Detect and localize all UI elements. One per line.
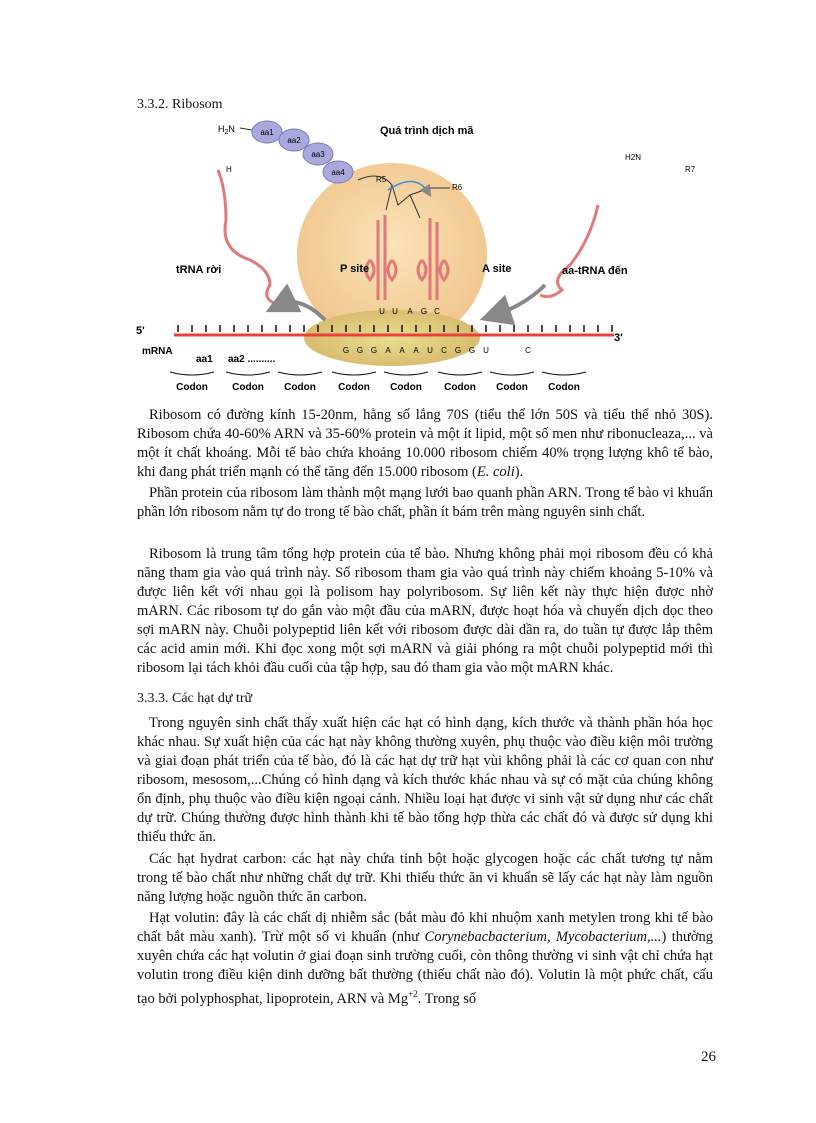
three-prime-label: 3'	[614, 332, 623, 344]
leaving-trna-hydroxyl: H	[226, 165, 232, 174]
svg-text:A: A	[413, 346, 419, 355]
paragraph-ribosome-protein: Phần protein của ribosom làm thành một mạng lưới bao quanh phần ARN. Trong tế bào vi khuẩn phần lớn ribosom nằm tự do trong tế bào chất, phần ít bám trên màng nguyên sinh chất.	[137, 485, 713, 520]
svg-text:G: G	[356, 346, 364, 355]
svg-text:C: C	[525, 346, 531, 355]
aa1-label: aa1	[196, 354, 213, 365]
arriving-trna-label: aa-tRNA đến	[562, 265, 628, 277]
svg-text:Codon: Codon	[496, 382, 528, 393]
svg-text:A: A	[399, 346, 405, 355]
paragraph-carbohydrate-granules: Các hạt hydrat carbon: các hạt này chứa tinh bột hoặc glycogen hoặc các chất tương tự nằm trong tế bào chất như những chất dự trữ. Khi thiếu thức ăn vi khuẩn sẽ lấy các hạt này làm nguồn năng lượng hoặc nguồn thức ăn carbon.	[137, 851, 713, 905]
svg-text:G: G	[454, 346, 462, 355]
paragraph-volutin: Hạt volutin: đây là các chất dị nhiễm sắc (bắt màu đỏ khi nhuộm xanh metylen trong khi tế bào chất bắt màu xanh). Trừ một số vi khuẩn (như Corynebacbacterium, Mycobacterium,...) thường xuyên chứa các hạt volutin ở giai đoạn sinh trường cuối, còn thông thường vi sinh vật chỉ chứa hạt volutin trong điều kiện dinh dưỡng bất thường (thiếu chất nào đó). Volutin là một phức chất, cấu tạo bởi polyphosphat, lipoprotein, ARN và $Mg^{+2}$. Trong số	[137, 910, 713, 1007]
svg-text:A: A	[407, 307, 413, 316]
aa-label: aa3	[311, 150, 325, 159]
translation-diagram	[130, 110, 696, 400]
aa-label: aa2	[287, 136, 301, 145]
svg-text:Codon: Codon	[390, 382, 422, 393]
svg-text:Codon: Codon	[548, 382, 580, 393]
figure-title: Quá trình dịch mã	[380, 125, 474, 137]
paragraph-granules: Trong nguyên sinh chất thấy xuất hiện các hạt có hình dạng, kích thước và thành phần hóa học khác nhau. Sự xuất hiện của các hạt này không thường xuyên, phụ thuộc vào điều kiện môi trường và giai đoạn phát triển của tế bào, đó là các hạt dự trữ hạt vùi không phải là các cơ quan con như ribosom, mesosom,...Chúng có hình dạng và kích thước khác nhau và sự có mặt của chúng không ổn định, phụ thuộc vào điều kiện ngoại cảnh. Nhiều loại hạt được vi sinh vật sử dụng như các chất dự trữ. Chúng thường được hình thành khi tế bào tổng hợp thừa các chất đó và được sử dụng khi thiếu thức ăn.	[137, 715, 713, 845]
svg-text:Codon: Codon	[444, 382, 476, 393]
aa-label: aa4	[331, 168, 345, 177]
svg-text:G: G	[420, 307, 428, 316]
codon-brackets	[170, 372, 586, 375]
amine-group-right: H2N	[625, 153, 642, 162]
svg-text:C: C	[441, 346, 447, 355]
r-group-7: R7	[685, 165, 696, 174]
svg-text:U: U	[427, 346, 433, 355]
svg-text:Codon: Codon	[176, 382, 208, 393]
aa2-label: aa2 ..........	[228, 354, 276, 365]
ribosome-small-subunit	[304, 310, 480, 366]
amine-bond	[240, 128, 252, 130]
arriving-trna	[540, 205, 598, 297]
p-site-label: P site	[340, 263, 370, 275]
svg-text:U: U	[392, 307, 398, 316]
svg-text:Codon: Codon	[284, 382, 316, 393]
arriving-arrow	[495, 285, 545, 315]
codon-labels	[176, 382, 580, 393]
svg-text:A: A	[385, 346, 391, 355]
svg-text:G: G	[342, 346, 350, 355]
svg-text:Codon: Codon	[338, 382, 370, 393]
svg-text:C: C	[434, 307, 440, 316]
svg-text:U: U	[483, 346, 489, 355]
svg-text:U: U	[379, 307, 385, 316]
aa-label: aa1	[260, 128, 274, 137]
svg-text:G: G	[468, 346, 476, 355]
five-prime-label: 5'	[136, 325, 145, 337]
page-number: 26	[701, 1049, 716, 1065]
section-heading-ribosome: 3.3.2. Ribosom	[137, 97, 223, 112]
leaving-trna-label: tRNA rời	[176, 264, 222, 276]
paragraph-ribosome-size: Ribosom có đường kính 15-20nm, hằng số lắng 70S (tiểu thể lớn 50S và tiểu thể nhỏ 30S). Ribosom chứa 40-60% ARN và 35-60% protein và một ít lipid, một số men như ribonucleaza,... và một ít chất khoáng. Mỗi tế bào chứa khoảng 10.000 ribosom chiếm 40% trọng lượng khô tế bào, khi đang phát triển mạnh có thể tăng đến 15.000 ribosom (E. coli).	[137, 407, 713, 480]
leaving-trna	[218, 170, 280, 305]
amine-group-left: $H_2N$	[218, 124, 235, 136]
svg-text:G: G	[370, 346, 378, 355]
mrna-label: mRNA	[142, 346, 173, 357]
paragraph-polysome: Ribosom là trung tâm tổng hợp protein của tế bào. Nhưng không phải mọi ribosom đều có khả năng tham gia vào quá trình này. Số ribosom tham gia vào quá trình này chiếm khoảng 5-10% và được liên kết với nhau gọi là polisom hay polyribosom. Sự liên kết này thực hiện được nhờ mARN. Các ribosom tự do gắn vào một đầu của mARN, được hoạt hóa và chuyển dịch dọc theo sợi mARN này. Chuỗi polypeptid liên kết với ribosom được dài dần ra, do tuần tự được lắp thêm các acid amin mới. Khi đọc xong một sợi mARN và giải phóng ra một chuỗi polypeptid mới thì ribosom lại tách khỏi đầu cuối của tập hợp, sau đó tham gia vào một mARN khác.	[137, 546, 713, 676]
section-heading-granules: 3.3.3. Các hạt dự trữ	[137, 691, 253, 706]
svg-text:Codon: Codon	[232, 382, 264, 393]
r-group-5: R5	[376, 175, 387, 184]
r-group-6: R6	[452, 183, 463, 192]
a-site-label: A site	[482, 263, 512, 275]
